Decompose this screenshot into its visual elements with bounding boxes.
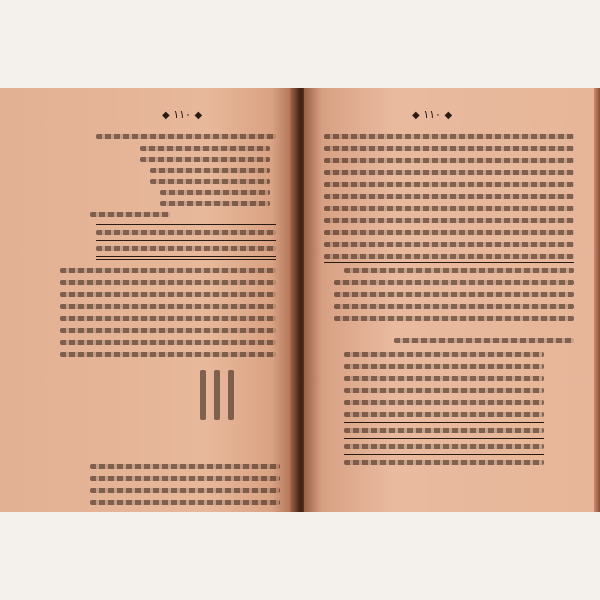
right-table-row [324, 230, 574, 235]
right-table-row [324, 170, 574, 175]
left-table-rule [96, 240, 276, 241]
left-column-header-line [96, 134, 276, 139]
right-table-rule [344, 422, 544, 423]
right-paragraph-line [334, 304, 574, 309]
right-table-row [324, 134, 574, 139]
left-paragraph-line [60, 292, 276, 297]
right-lower-row [344, 400, 544, 405]
right-table-row [324, 242, 574, 247]
right-lower-row [344, 376, 544, 381]
right-page-number [412, 108, 452, 121]
left-table-row [160, 190, 270, 195]
right-lower-row [344, 412, 544, 417]
right-table-total-row [344, 428, 544, 433]
right-table-rule [344, 454, 544, 455]
right-lower-row [344, 388, 544, 393]
left-table-rule [96, 224, 276, 225]
right-table-total-row [344, 268, 574, 273]
right-page [304, 88, 600, 512]
left-table-row [160, 201, 270, 206]
left-page-number-text: ١١٠ [173, 108, 191, 121]
left-lower-row [90, 500, 280, 505]
right-table-row [324, 194, 574, 199]
left-table-row [140, 146, 270, 151]
ornament-icon: ◆ [194, 110, 203, 121]
left-table-rule [96, 259, 276, 260]
right-paragraph-line [334, 280, 574, 285]
left-paragraph-line [60, 352, 276, 357]
right-column-header-line [394, 338, 574, 343]
left-paragraph-line [60, 280, 276, 285]
page-edge [594, 88, 600, 512]
right-table-row [324, 146, 574, 151]
left-lower-row [90, 476, 280, 481]
left-table-total-row [96, 230, 276, 235]
left-vertical-header [228, 370, 234, 420]
left-table-total-row [96, 246, 276, 251]
right-table-row [324, 218, 574, 223]
left-page [0, 88, 296, 512]
right-table-row [324, 158, 574, 163]
right-paragraph-line [334, 292, 574, 297]
right-lower-row [344, 352, 544, 357]
ornament-icon: ◆ [444, 110, 453, 121]
left-table-rule [96, 256, 276, 257]
left-paragraph-line [60, 304, 276, 309]
left-vertical-header [200, 370, 206, 420]
left-page-number [162, 108, 202, 121]
left-paragraph-line [60, 328, 276, 333]
book-scan [0, 88, 600, 512]
right-table-row [324, 254, 574, 259]
left-table-row [140, 157, 270, 162]
left-paragraph-line [60, 268, 276, 273]
right-page-number-text: ١١٠ [423, 108, 441, 121]
right-table-rule [324, 262, 574, 263]
ornament-icon: ◆ [412, 110, 420, 121]
right-table-total-row [344, 460, 544, 465]
left-lower-row [90, 464, 280, 469]
right-paragraph-line [334, 316, 574, 321]
left-vertical-header [214, 370, 220, 420]
right-table-row [324, 206, 574, 211]
left-table-row [90, 212, 170, 217]
left-paragraph-line [60, 340, 276, 345]
ornament-icon: ◆ [162, 110, 170, 121]
left-paragraph-line [60, 316, 276, 321]
left-table-row [150, 179, 270, 184]
left-lower-row [90, 488, 280, 493]
right-table-total-row [344, 444, 544, 449]
right-table-rule [344, 438, 544, 439]
left-table-row [150, 168, 270, 173]
right-lower-row [344, 364, 544, 369]
right-table-row [324, 182, 574, 187]
